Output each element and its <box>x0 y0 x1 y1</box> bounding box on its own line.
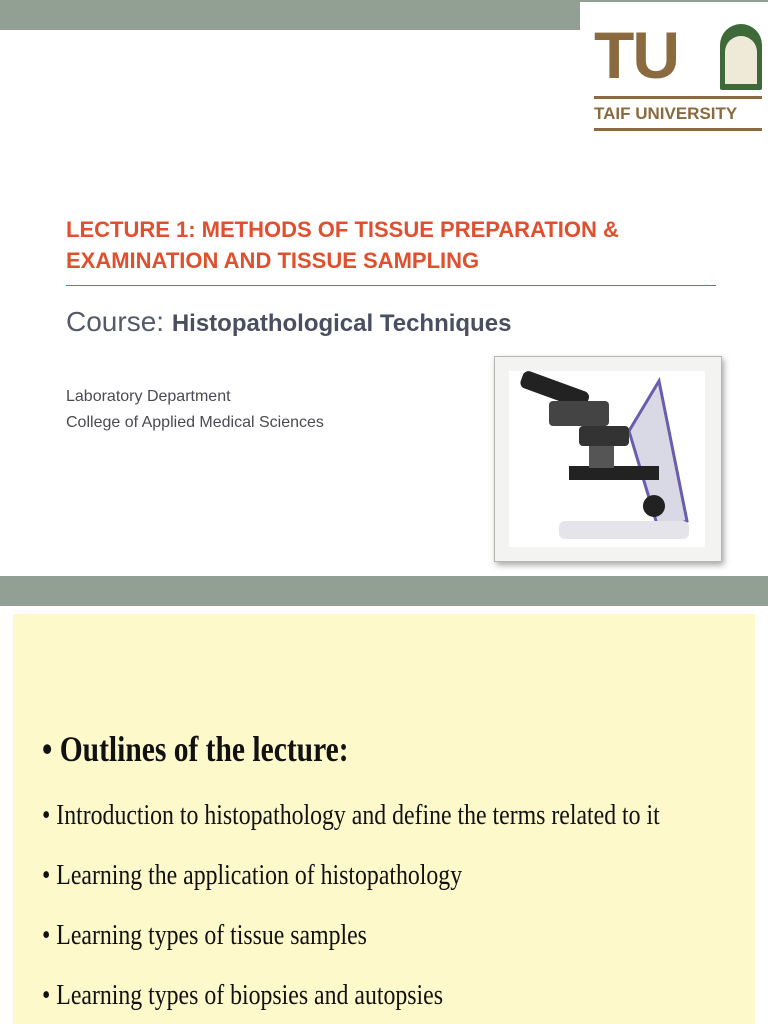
course-name: Histopathological Techniques <box>171 310 512 337</box>
taif-university-logo <box>580 2 768 142</box>
logo-name: TAIF UNIVERSITY <box>594 104 738 123</box>
outline-heading: • Outlines of the lecture: <box>42 729 349 769</box>
logo-letters: TU <box>594 18 678 92</box>
microscope-icon <box>509 371 705 547</box>
college: College of Applied Medical Sciences <box>66 414 324 431</box>
course-label: Course: <box>66 306 165 337</box>
outline-item: • Introduction to histopathology and define the terms related to it <box>42 800 660 831</box>
outline-item: • Learning types of tissue samples <box>42 920 367 951</box>
slide-separator <box>0 576 768 606</box>
outline-item: • Learning the application of histopathology <box>42 860 463 891</box>
outline-item: • Learning types of biopsies and autopsies <box>42 980 443 1011</box>
logo-divider <box>594 128 762 131</box>
course-line <box>66 306 511 338</box>
department-info <box>66 384 324 436</box>
department: Laboratory Department <box>66 388 231 405</box>
logo-divider <box>594 96 762 99</box>
lecture-title: LECTURE 1: METHODS OF TISSUE PREPARATION & EXAMINATION AND TISSUE SAMPLING <box>66 217 619 273</box>
microscope-image <box>494 356 722 562</box>
title-rule <box>66 285 716 286</box>
university-emblem-icon <box>720 24 762 90</box>
